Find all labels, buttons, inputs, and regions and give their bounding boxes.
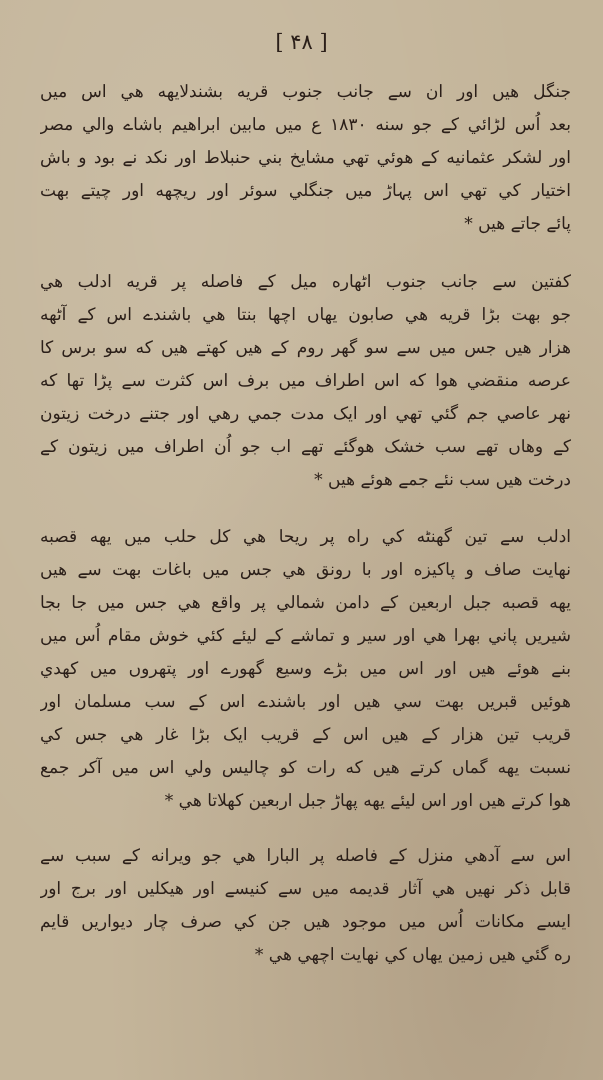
paragraph-2 (40, 266, 571, 497)
text-line: نهر عاصي جم گئي تهي اور ايک مدت جمي رهي اور جتنے درخت زيتون (40, 404, 571, 424)
text-line: هوا کرتے هيں اور اس ليئے يهه پهاڑ جبل اربعين کهلاتا هي * (164, 791, 571, 811)
text-line: نسبت يهه گماں کرتے هيں که رات کو چاليس ولي اس ميں آکر جمع (40, 758, 571, 778)
text-line: شيريں پاني بهرا هي اور سير و تماشے کے ليئے کئي خوش مقام اُس ميں (40, 626, 571, 646)
page-body (40, 76, 571, 997)
text-line: درخت هيں سب نئے جمے هوئے هيں * (314, 470, 571, 490)
paragraph-4 (40, 840, 571, 972)
text-line: ادلب سے تين گهنٹه کي راه پر ريحا هي کل حلب ميں يهه قصبه (40, 527, 571, 547)
text-line: ره گئي هيں زمين يهاں کي نهايت اچهي هي * (254, 945, 571, 965)
text-line: اس سے آدهي منزل کے فاصله پر البارا هي جو ويرانه کے سبب سے (40, 846, 571, 866)
text-line: اختيار کي تهي اس پہاڑ ميں جنگلي سوئر اور ريچهه اور چيتے بهت (40, 181, 571, 201)
page-number: [ ۴۸ ] (275, 30, 328, 54)
text-line: هوئيں قبريں بهت سي هيں اور باشندے اس کے سب مسلمان اور (40, 692, 571, 712)
text-line: يهه قصبه جبل اربعين کے دامن شمالي پر واقع هي جس ميں جا بجا (40, 593, 571, 613)
text-line: بعد اُس لڑائي کے جو سنه ۱۸۳۰ ع ميں مابين ابراهيم باشاے والي مصر (40, 115, 571, 135)
paragraph-1 (40, 76, 571, 241)
text-line: کفتين سے جانب جنوب اٹهاره ميل کے فاصله پر قريه ادلب هي (40, 272, 571, 292)
text-line: قريب تين هزار کے هيں اس کے قريب ايک بڑا غار هي جس کي (40, 725, 571, 745)
paragraph-3 (40, 521, 571, 818)
text-line: بنے هوئے هيں اور اس ميں بڑے وسيع گهورے اور پتهروں ميں کهدي (40, 659, 571, 679)
text-line: ايسے مکانات اُس ميں موجود هيں جن کي صرف چار ديواريں قايم (40, 912, 571, 932)
text-line: اور لشکر عثمانيه کے هوئي تهي مشايخ بني حنبلاط اور نکد نے بود و باش (40, 148, 571, 168)
text-line: نهايت صاف و پاکيزه اور با رونق هي جس ميں باغات بهت سے هيں (40, 560, 571, 580)
text-line: کے وهاں تهے سب خشک هوگئے تهے اب جو اُن اطراف ميں زيتون کے (40, 437, 571, 457)
text-line: هزار هيں جس ميں سے سو گهر روم کے هيں کهتے هيں که سو برس کا (40, 338, 571, 358)
text-line: قابل ذکر نهيں هي آثار قديمه ميں سے کنيسے اور هيکليں اور برج اور (40, 879, 571, 899)
text-line: جنگل هيں اور ان سے جانب جنوب قريه بشندلايهه هي اس ميں (40, 82, 571, 102)
text-line: پائے جاتے هيں * (464, 214, 571, 234)
text-line: عرصه منقضي هوا که اس اطراف ميں برف اس کثرت سے پڑا تها که (40, 371, 571, 391)
text-line: جو بهت بڑا قريه هي صابون يهاں اچها بنتا هي باشندے اس کے آٹهه (40, 305, 571, 325)
